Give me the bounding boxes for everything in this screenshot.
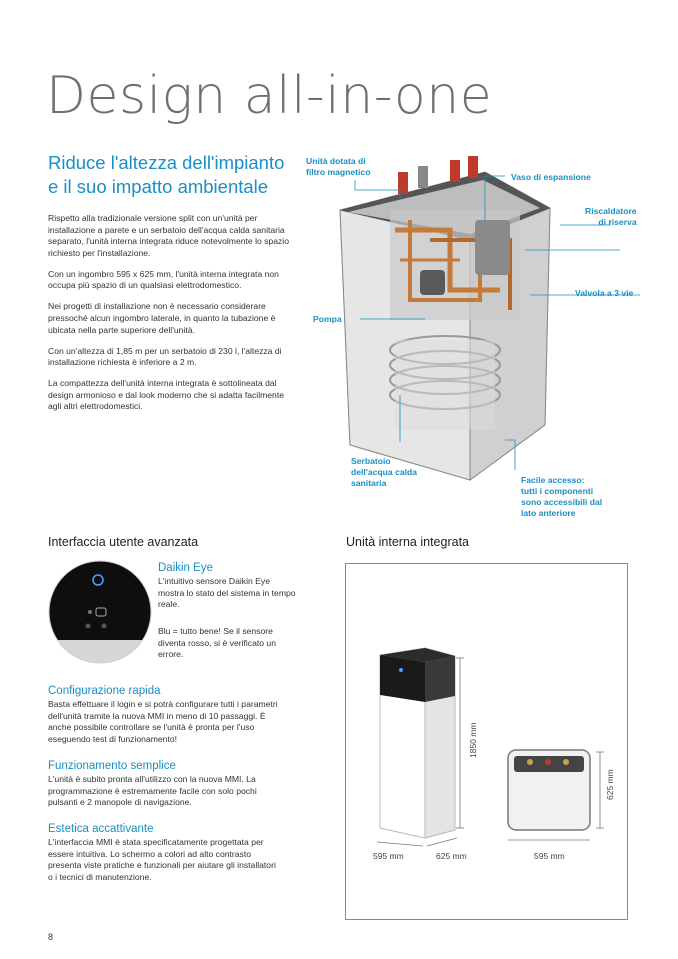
callout-vaso: Vaso di espansione: [511, 172, 591, 182]
callout-serb-line1: Serbatoio: [351, 456, 391, 466]
unit-top-drawing: [500, 740, 620, 850]
daikin-eye-text-1: L'intuitivo sensore Daikin Eye mostra lo stato del sistema in tempo reale.: [158, 576, 296, 609]
dim-depth-label: 625 mm: [436, 851, 467, 861]
callout-acc-line2: tutti i componenti: [521, 486, 594, 496]
page-number: 8: [48, 932, 54, 942]
daikin-eye-text-2: Blu = tutto bene! Se il sensore diventa rosso, si è verificato un errore.: [158, 626, 276, 659]
callout-acc-line4: lato anteriore: [521, 508, 576, 518]
intro-paragraph: Con un ingombro 595 x 625 mm, l'unità interna integrata non occupa più spazio di un qualsiasi elettrodomestico.: [48, 268, 279, 291]
callout-serbatoio: [351, 456, 417, 489]
dim-width-front-label: 595 mm: [373, 851, 404, 861]
callout-riscaldatore: [585, 206, 637, 228]
callout-filtro-line2: filtro magnetico: [306, 167, 371, 177]
callout-accesso: [521, 475, 602, 519]
page-title: Design all-in-one: [46, 66, 493, 126]
callout-pompa: Pompa: [313, 314, 342, 324]
callout-filtro-line1: Unità dotata di: [306, 156, 366, 166]
block-text: L'unità è subito pronta all'utilizzo con la nuova MMI. La programmazione è estremamente facile con solo pochi pulsanti e 2 manopole di navigazione.: [48, 774, 257, 807]
subtitle-line-2: e il suo impatto ambientale: [48, 176, 269, 197]
block-title: Estetica accattivante: [48, 823, 154, 835]
block-title: Configurazione rapida: [48, 685, 161, 697]
daikin-eye-title: Daikin Eye: [158, 562, 213, 574]
intro-paragraph: Con un'altezza di 1,85 m per un serbatoio di 230 l, l'altezza di installazione richiesta è inferiore a 2 m.: [48, 345, 282, 368]
callout-serb-line3: sanitaria: [351, 478, 387, 488]
subtitle-line-1: Riduce l'altezza dell'impianto: [48, 152, 285, 173]
callout-acc-line1: Facile accesso:: [521, 475, 585, 485]
intro-text: [48, 213, 298, 422]
callout-risc-line1: Riscaldatore: [585, 206, 637, 216]
intro-paragraph: Nei progetti di installazione non è necessario considerare pressoché alcun ingombro laterale, in quanto la tubazione è ubicata nella parte superiore dell'unità.: [48, 301, 276, 335]
section-subtitle: [48, 151, 308, 199]
block-text: L'interfaccia MMI è stata specificatamente progettata per essere intuitiva. Lo schermo a colori ad alto contrasto presenta viste pratiche e funzionali per aiutare gli installatori o i tecnici di manutenzione.: [48, 837, 276, 882]
dim-height-top-label: 625 mm: [605, 769, 615, 800]
callout-filtro: [306, 156, 370, 178]
callout-risc-line2: di riserva: [598, 217, 637, 227]
callout-valvola: Valvola a 3 vie: [575, 288, 634, 298]
interface-heading: Interfaccia utente avanzata: [48, 535, 199, 549]
block-title: Funzionamento semplice: [48, 760, 176, 772]
unit-heading: Unità interna integrata: [346, 535, 469, 549]
dim-height-label: 1850 mm: [468, 722, 478, 758]
callout-acc-line3: sono accessibili dal: [521, 497, 603, 507]
daikin-eye-image: [48, 560, 152, 664]
intro-paragraph: La compattezza dell'unità interna integrata è sottolineata dal design armonioso e dal look moderno che si adatta facilmente agli altri elettrodomestici.: [48, 378, 284, 412]
callout-serb-line2: dell'acqua calda: [351, 467, 418, 477]
dim-width-top-label: 595 mm: [534, 851, 565, 861]
intro-paragraph: Rispetto alla tradizionale versione split con un'unità per installazione a parete e un serbatoio dell'acqua calda sanitaria separato, l'unità interna integrata riduce notevolmente lo spazio richiesto per l'installazione.: [48, 213, 289, 258]
block-text: Basta effettuare il login e si potrà configurare tutti i parametri dell'unità tramite la nuova MMI in meno di 10 passaggi. È anche possibile controllare se l'unità è pronta per l'uso eseguendo test di funzionamento!: [48, 699, 278, 744]
